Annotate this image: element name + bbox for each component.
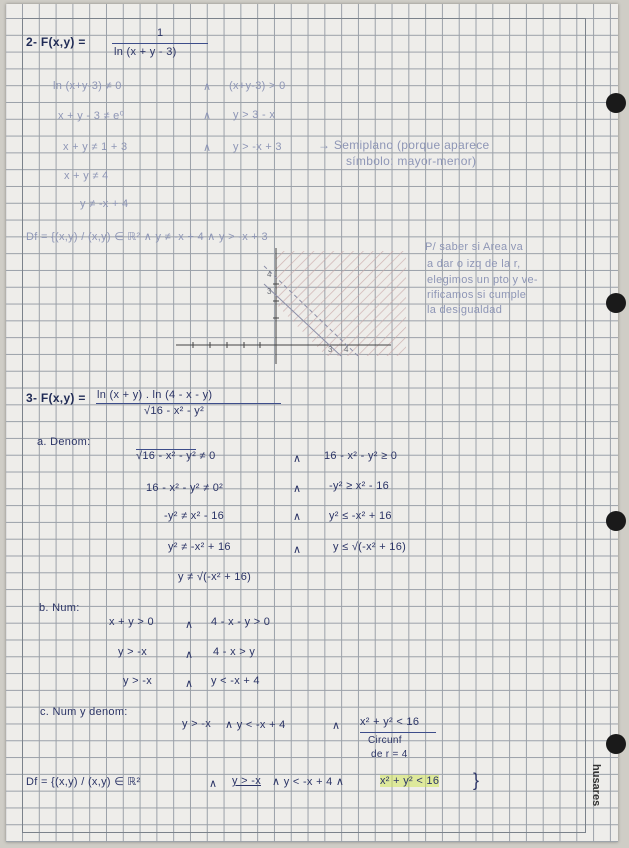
ex3-part-a-heading: a. Denom:	[37, 436, 91, 448]
ex2-side-note-2: a dar o izq de la r,	[427, 258, 521, 270]
ex2-step-2a: x + y - 3 ≠ e⁰	[58, 110, 125, 122]
ex3-b2-and: ∧	[185, 649, 194, 661]
ex3-c-circle-note-1: Circunf	[368, 735, 402, 746]
ex3-b1-left: x + y > 0	[109, 616, 154, 628]
ex3-domain-close-brace: }	[473, 770, 480, 790]
ex3-numerator: ln (x + y) . ln (4 - x - y)	[97, 389, 213, 401]
ex3-a2-and: ∧	[293, 483, 302, 495]
ex3-a4-right: y ≤ √(-x² + 16)	[333, 541, 407, 553]
ex2-denominator: ln (x + y - 3)	[114, 46, 177, 58]
ex3-fraction-line	[96, 403, 281, 404]
ex3-b1-right: 4 - x - y > 0	[211, 616, 271, 628]
ex2-step-5a: y ≠ -x + 4	[80, 198, 129, 210]
ex2-side-note-4: rificamos si cumple	[427, 289, 527, 301]
ex3-a3-right: y² ≤ -x² + 16	[329, 510, 392, 522]
ex3-b2-left: y > -x	[118, 646, 147, 658]
graph-x-label-4: 4	[344, 345, 349, 354]
ex3-b1-and: ∧	[185, 619, 194, 631]
ex3-a4-left: y² ≠ -x² + 16	[168, 541, 231, 553]
ex2-note-line-1: → Semiplano (porque aparece	[318, 138, 490, 152]
ex2-note-line-2: símbolo: mayor-menor)	[346, 154, 477, 168]
ex3-a2-right: -y² ≥ x² - 16	[329, 480, 390, 492]
graph-y-label-3: 3	[267, 287, 272, 296]
ex3-b3-right: y < -x + 4	[211, 675, 260, 687]
ex3-a1-left-tail: ≠ 0	[196, 450, 216, 462]
graph-x-label-3: 3	[328, 345, 333, 354]
ex3-a5-left: y ≠ √(-x² + 16)	[178, 571, 252, 583]
ex3-c-circle-eq: x² + y² < 16	[360, 716, 420, 728]
ex3-c3: ∧	[332, 720, 341, 732]
ex3-heading: 3- F(x,y) =	[26, 391, 86, 405]
ex2-step-2b: y > 3 - x	[233, 109, 276, 121]
ex3-domain-d: ∧ y < -x + 4 ∧	[272, 776, 345, 788]
ex3-a1-left: √16 - x² - y²	[136, 450, 197, 462]
ex2-step-4a: x + y ≠ 4	[64, 170, 109, 182]
ex3-a1-and: ∧	[293, 453, 302, 465]
ex3-denominator: √16 - x² - y²	[144, 405, 205, 417]
ex3-c-circle-note-2: de r = 4	[371, 749, 408, 760]
ex2-and-1: ∧	[203, 81, 212, 93]
ex2-domain: Df = {(x,y) / (x,y) ∈ ℝ² ∧ y ≠ -x + 4 ∧ y > -x + 3	[26, 231, 268, 243]
ex3-domain-highlighted: x² + y² < 16	[380, 775, 440, 787]
ex2-numerator: 1	[157, 27, 164, 39]
ex2-step-3a: x + y ≠ 1 + 3	[63, 141, 128, 153]
ex3-b3-and: ∧	[185, 678, 194, 690]
ex2-and-2: ∧	[203, 110, 212, 122]
ex3-domain-a: Df = {(x,y) / (x,y) ∈ ℝ²	[26, 776, 141, 788]
ex2-side-note-5: la desigualdad	[427, 304, 503, 316]
ex2-and-3: ∧	[203, 142, 212, 154]
ex3-a2-left: 16 - x² - y² ≠ 0²	[146, 482, 224, 494]
ex2-step-1b: (x+y-3) > 0	[229, 80, 286, 92]
ex3-domain-b: ∧	[209, 778, 218, 790]
notebook-page	[6, 4, 618, 842]
graph-y-label-4: 4	[267, 270, 272, 279]
ex3-domain-c: y > -x	[232, 775, 261, 787]
ex3-b2-right: 4 - x > y	[213, 646, 256, 658]
ex3-a1-right: 16 - x² - y² ≥ 0	[324, 450, 398, 462]
ex2-heading: 2- F(x,y) =	[26, 35, 86, 49]
ex2-step-1a: ln (x+y-3) ≠ 0	[53, 80, 122, 92]
ex3-c1: y > -x	[182, 718, 211, 730]
brand-logo: husares	[590, 764, 602, 807]
ex3-a3-left: -y² ≠ x² - 16	[164, 510, 225, 522]
ex3-part-c-heading: c. Num y denom:	[40, 706, 128, 718]
ex2-side-note-3: elegimos un pto y ve-	[427, 274, 538, 286]
ex2-side-note-1: P/ saber si Area va	[425, 241, 524, 253]
ex3-c2: ∧ y < -x + 4	[225, 719, 286, 731]
ex3-a3-and: ∧	[293, 511, 302, 523]
ex3-part-b-heading: b. Num:	[39, 602, 80, 614]
ex3-c-underline	[360, 732, 436, 733]
ex3-b3-left: y > -x	[123, 675, 152, 687]
ex2-step-3b: y > -x + 3	[233, 141, 282, 153]
ex3-a4-and: ∧	[293, 544, 302, 556]
